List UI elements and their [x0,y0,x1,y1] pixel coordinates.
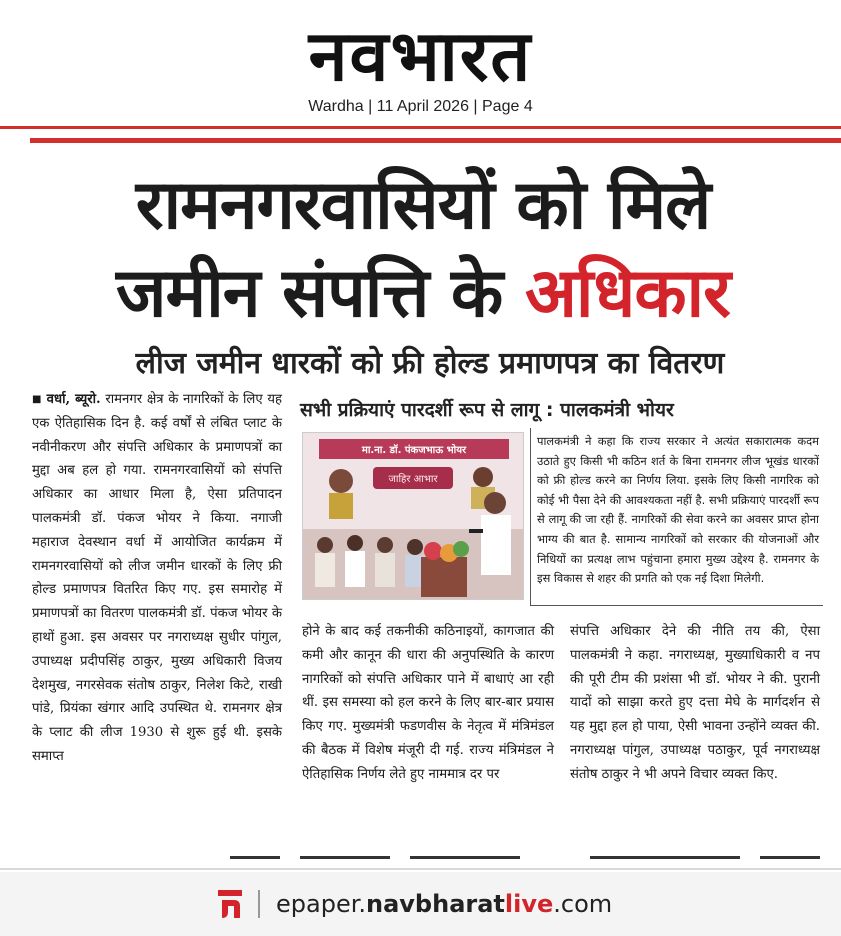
footer-bar [0,872,841,936]
kicker-headline: सभी प्रक्रियाएं पारदर्शी रूप से लागू : पालकमंत्री भोयर [300,399,674,421]
headline-line-2 [18,252,828,336]
photo-banner-text: मा.ना. डॉ. पंकजभाऊ भोयर [361,445,467,456]
epaper-link[interactable] [276,888,612,920]
subheadline: लीज जमीन धारकों को फ्री होल्ड प्रमाणपत्र का वितरण [135,346,725,381]
photo-banner-sub: जाहिर आभार [388,474,438,485]
url-brand-dark: navbharat [366,890,505,918]
column-3-text: संपत्ति अधिकार देने की नीति तय की, ऐसा पालकमंत्री ने कहा. नगराध्यक्ष, मुख्याधिकारी व नप की पूरी टीम की प्रशंसा भी डॉ. भोयर ने की. पुरानी यादों को साझा करते हुए दत्ता मेघे के मार्गदर्शन से यह मुद्दा हल हो पाया, ऐसी भावना उन्होंने व्यक्त की. नगराध्यक्ष पांगुल, उपाध्यक्ष पठाकुर, पूर्व नगराध्यक्ष संतोष ठाकुर ने भी अपने विचार व्यक्त किए. [570,624,820,782]
article-column-3 [570,620,820,787]
event-photo [302,432,524,600]
column-2-text: होने के बाद कई तकनीकी कठिनाइयों, कागजात की कमी और कानून की धारा की अनुपस्थिति के कारण नागरिकों को संपत्ति अधिकार पाने में बाधाएं आ रही थीं. इस समस्या को हल करने के लिए बार-बार प्रयास किए गए. मुख्यमंत्री फडणवीस के नेतृत्व में मंत्रिमंडल की बैठक में विशेष मंजूरी दी गई. राज्य मंत्रिमंडल ने ऐतिहासिक निर्णय लेते हुए नाममात्र दर पर [302,624,554,782]
url-prefix: epaper. [276,890,366,918]
column-1-text: रामनगर क्षेत्र के नागरिकों के लिए यह एक ऐतिहासिक दिन है. कई वर्षों से लंबित प्लाट के नवीनीकरण और संपत्ति अधिकार के प्रमाणपत्रों का मुद्दा अब हल हो गया. रामनगरवासियों को संपत्ति अधिकार का आधार मिला है, ऐसा प्रतिपादन पालकमंत्री डॉ. पंकज भोयर ने किया. नगाजी महाराज देवस्थान वर्धा में आयोजित कार्यक्रम में रामनगरवासियों को लीज जमीन धारकों के लिए फ्री होल्ड प्रमाणपत्र वितरित किए गए. इस समारोह में प्रमाणपत्रों का वितरण पालकमंत्री डॉ. पंकज भोयर के हाथों हुआ. इस अवसर पर नगराध्यक्ष सुधीर पांगुल, उपाध्यक्ष प्रदीपसिंह ठाकुर, मुख्य अधिकारी विजय देशमुख, नगरसेवक संतोष ठाकुर, निलेश किटे, राखी पांडे, प्रियंका खंगार आदि उपस्थित थे. रामनगर क्षेत्र के प्लाट की लीज 1930 से शुरू हुई थी. इसके समाप्त [32,392,282,764]
navbharat-brand-icon [216,888,244,920]
headline-dark-part: जमीन संपत्ति के [116,254,525,333]
article-column-1 [32,388,282,769]
article-column-2 [302,620,554,787]
event-photo-illustration [303,433,524,600]
footer-rule [0,868,841,870]
masthead [0,0,841,130]
masthead-rule [0,126,841,129]
headline-line-1: रामनगरवासियों को मिले [135,166,711,245]
square-bullet-icon: ■ [32,394,42,405]
url-suffix: .com [553,890,613,918]
next-article-strip [0,850,841,866]
newspaper-logo: नवभारत [308,15,533,97]
section-rule [30,138,841,143]
edition-line: Wardha | 11 April 2026 | Page 4 [308,98,533,115]
headline-red-part: अधिकार [524,254,730,333]
url-brand-red: live [504,890,554,918]
dateline: वर्धा, ब्यूरो. [46,392,101,407]
footer-separator [258,890,260,918]
highlight-box-text: पालकमंत्री ने कहा कि राज्य सरकार ने अत्यंत सकारात्मक कदम उठाते हुए किसी भी कठिन शर्त के बिना रामनगर लीज भूखंड धारकों को फ्री होल्ड करने का निर्णय लिया. इसके लिए किसी नागरिक को कोई भी पैसा देने की आवश्यकता नहीं है. सभी प्रक्रियाएं पारदर्शी रूप से लागू की जा रही हैं. नागरिकों की सेवा करने का अवसर प्राप्त होना भाग्य की बात है. सामान्य नागरिकों को सरकार की योजनाओं और निधियों का प्रत्यक्ष लाभ पहुंचाना हमारा मुख्य उद्देश्य है. रामनगर के इस विकास से शहर की प्रगति को एक नई दिशा मिलेगी. [537,434,819,586]
highlight-box [530,428,823,606]
